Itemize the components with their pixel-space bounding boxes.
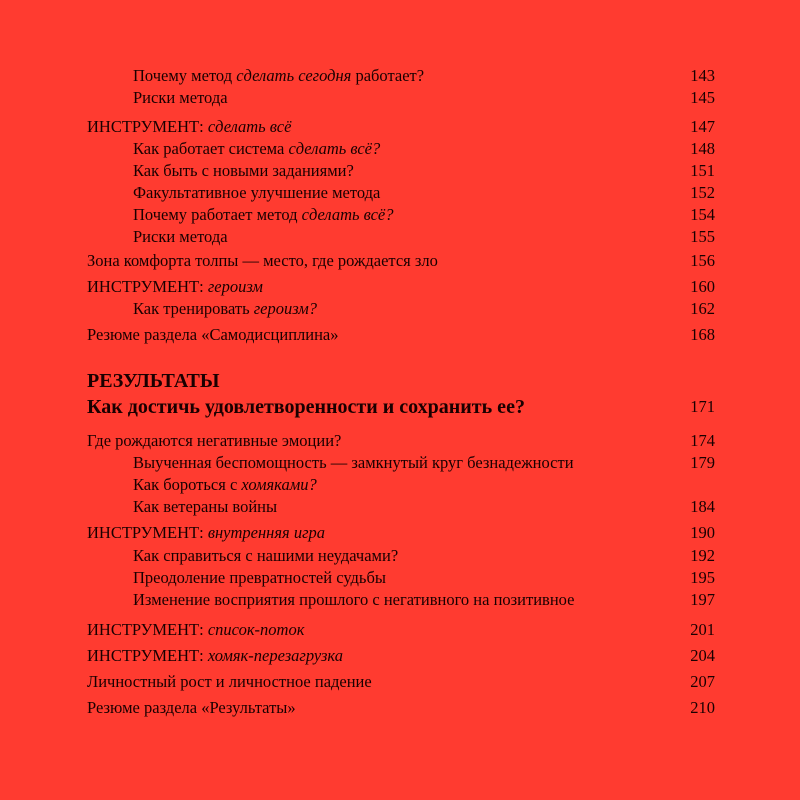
toc-entry-title xyxy=(133,138,380,160)
toc-entry-title xyxy=(133,474,317,496)
toc-entry xyxy=(133,65,715,87)
toc-entry-page-number: 192 xyxy=(690,546,715,565)
toc-entry-title xyxy=(87,522,325,544)
toc-entry-title xyxy=(87,645,343,667)
toc-entry xyxy=(133,545,715,567)
toc-entry-title-italic: сделать сегодня xyxy=(236,66,352,85)
toc-entry-page-number: 184 xyxy=(690,497,715,516)
toc-entry-page-number: 160 xyxy=(690,277,715,296)
toc-entry-title-text: Риски метода xyxy=(133,227,228,246)
toc-entry-title-text: Риски метода xyxy=(133,88,228,107)
toc-entry-page-number: 143 xyxy=(690,66,715,85)
toc-entry-title-text: Где рождаются негативные эмоции? xyxy=(87,431,342,450)
toc-entry xyxy=(133,298,715,320)
toc-entry-title-italic: список-поток xyxy=(207,620,305,639)
toc-entry-title-text: Как тренировать xyxy=(133,299,254,318)
toc-entry-page-number: 145 xyxy=(690,88,715,107)
toc-entry-title-text: Как справиться с нашими неудачами? xyxy=(133,546,399,565)
toc-entry-title-text: Изменение восприятия прошлого с негативного на позитивное xyxy=(133,590,575,609)
toc-entry-title-text: Личностный рост и личностное падение xyxy=(87,672,372,691)
toc-entry-page-number: 168 xyxy=(690,325,715,344)
toc-entry-title xyxy=(133,87,228,109)
toc-entry-title-text: ИНСТРУМЕНТ: xyxy=(87,620,208,639)
toc-entry-title xyxy=(87,116,291,138)
toc-entry-title xyxy=(87,697,296,719)
toc-entry-page-number: 155 xyxy=(690,227,715,246)
toc-entry-page-number: 174 xyxy=(690,431,715,450)
toc-entry-title xyxy=(87,250,438,272)
toc-entry xyxy=(87,645,715,667)
section-subtitle-row xyxy=(87,394,715,420)
toc-entry-page-number: 148 xyxy=(690,139,715,158)
toc-entry xyxy=(87,619,715,641)
toc-entry-page-number: 156 xyxy=(690,251,715,270)
toc-entry-page-number: 162 xyxy=(690,299,715,318)
toc-entry xyxy=(133,226,715,248)
toc-entry xyxy=(87,250,715,272)
toc-entry-title xyxy=(87,619,304,641)
toc-entry-title-italic: внутренняя игра xyxy=(207,523,326,542)
toc-entry-page-number: 197 xyxy=(690,590,715,609)
toc-entry-title xyxy=(133,567,386,589)
toc-entry xyxy=(87,522,715,544)
toc-entry-title-text: ИНСТРУМЕНТ: xyxy=(87,523,208,542)
toc-entry-title xyxy=(133,545,398,567)
toc-entry-title xyxy=(133,160,354,182)
toc-entry-title xyxy=(87,276,263,298)
section-page-number: 171 xyxy=(690,397,715,416)
toc-entry-title-text: Резюме раздела «Самодисциплина» xyxy=(87,325,339,344)
toc-entry xyxy=(133,589,715,611)
toc-entry-title-italic: сделать всё xyxy=(207,117,292,136)
toc-entry xyxy=(133,138,715,160)
toc-entry-title-text: работает? xyxy=(351,66,425,85)
toc-entry-title-text: Как работает система xyxy=(133,139,289,158)
toc-entry-title xyxy=(133,589,574,611)
toc-entry xyxy=(133,496,715,518)
toc-entry-title xyxy=(87,430,341,452)
toc-entry xyxy=(87,697,715,719)
toc-entry-page-number: 152 xyxy=(690,183,715,202)
toc-entry-page-number: 207 xyxy=(690,672,715,691)
toc-entry xyxy=(87,430,715,452)
toc-entry-title-italic: сделать всё? xyxy=(301,205,394,224)
toc-entry-title xyxy=(133,496,277,518)
toc-entry-page-number: 154 xyxy=(690,205,715,224)
toc-entry-title-text: Как ветераны войны xyxy=(133,497,278,516)
toc-entry-title-text: Резюме раздела «Результаты» xyxy=(87,698,296,717)
toc-entry-page-number: 201 xyxy=(690,620,715,639)
toc-entry-title-text: Зона комфорта толпы — место, где рождается зло xyxy=(87,251,438,270)
toc-entry-title xyxy=(133,204,393,226)
toc-entry-title xyxy=(87,324,339,346)
toc-entry xyxy=(87,116,715,138)
toc-entry-title-text: Как быть с новыми заданиями? xyxy=(133,161,354,180)
toc-entry-page-number: 179 xyxy=(690,453,715,472)
toc-entry-page-number: 147 xyxy=(690,117,715,136)
toc-entry xyxy=(133,160,715,182)
toc-entry-title-text: ИНСТРУМЕНТ: xyxy=(87,277,208,296)
toc-entry xyxy=(87,671,715,693)
toc-entry-title-text: Преодоление превратностей судьбы xyxy=(133,568,386,587)
toc-entry-title-text: Почему метод xyxy=(133,66,237,85)
toc-entry xyxy=(133,204,715,226)
toc-entry-title-italic: героизм? xyxy=(253,299,318,318)
toc-entry-title-text: Факультативное улучшение метода xyxy=(133,183,381,202)
toc-entry-page-number: 151 xyxy=(690,161,715,180)
section-heading: РЕЗУЛЬТАТЫ xyxy=(87,370,220,392)
toc-entry-title xyxy=(133,452,574,474)
toc-entry xyxy=(133,182,715,204)
toc-entry xyxy=(133,452,715,474)
toc-entry-title xyxy=(133,298,317,320)
toc-entry-page-number: 195 xyxy=(690,568,715,587)
toc-entry-title-text: Выученная беспомощность — замкнутый круг безнадежности xyxy=(133,453,574,472)
toc-entry-title xyxy=(133,182,380,204)
toc-entry xyxy=(87,324,715,346)
toc-entry-title-text: ИНСТРУМЕНТ: xyxy=(87,117,208,136)
toc-entry xyxy=(133,474,715,496)
toc-entry-page-number: 204 xyxy=(690,646,715,665)
toc-entry-title xyxy=(87,671,372,693)
toc-entry-page-number: 210 xyxy=(690,698,715,717)
toc-entry-page-number: 190 xyxy=(690,523,715,542)
section-subtitle: Как достичь удовлетворенности и сохранить ее? xyxy=(87,396,525,418)
toc-entry-title-italic: хомяками? xyxy=(241,475,317,494)
toc-entry xyxy=(133,87,715,109)
toc-entry xyxy=(87,276,715,298)
toc-entry-title-italic: героизм xyxy=(207,277,263,296)
toc-entry-title-text: Как бороться с xyxy=(133,475,242,494)
toc-entry-title-italic: хомяк-перезагрузка xyxy=(207,646,343,665)
toc-entry xyxy=(133,567,715,589)
toc-entry-title-text: Почему работает метод xyxy=(133,205,302,224)
toc-entry-title xyxy=(133,65,424,87)
toc-entry-title-text: ИНСТРУМЕНТ: xyxy=(87,646,208,665)
toc-entry-title xyxy=(133,226,228,248)
toc-entry-title-italic: сделать всё? xyxy=(288,139,381,158)
